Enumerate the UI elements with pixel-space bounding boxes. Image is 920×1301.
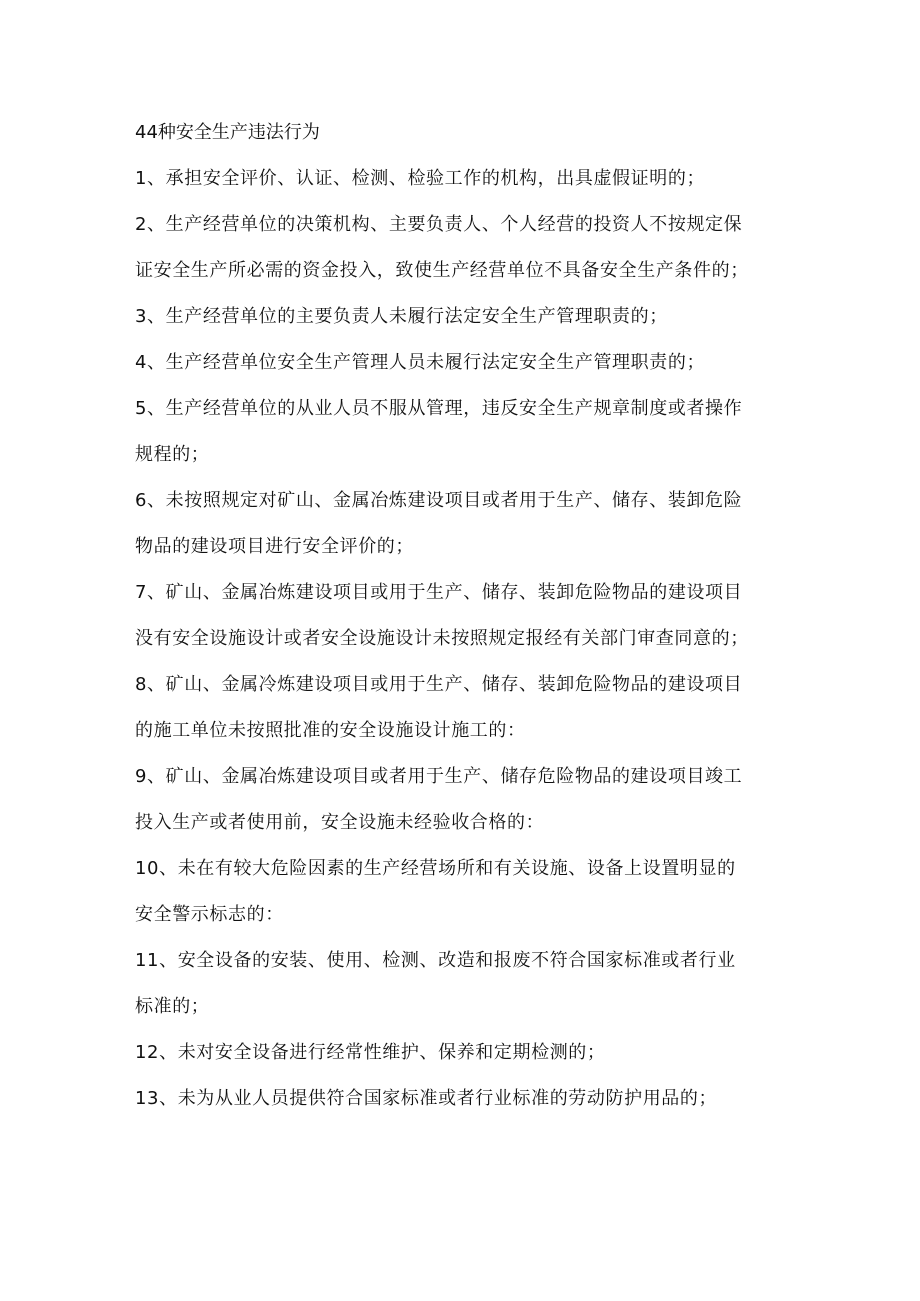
paragraph-line: 没有安全设施设计或者安全设施设计未按照规定报经有关部门审查同意的；	[135, 628, 749, 649]
paragraph-line: 2、生产经营单位的决策机构、主要负责人、个人经营的投资人不按规定保	[135, 214, 743, 235]
paragraph-line: 11、安全设备的安装、使用、检测、改造和报废不符合国家标准或者行业	[135, 950, 736, 971]
paragraph-line: 9、矿山、金属冶炼建设项目或者用于生产、储存危险物品的建设项目竣工	[135, 766, 743, 787]
paragraph-line: 7、矿山、金属冶炼建设项目或用于生产、储存、装卸危险物品的建设项目	[135, 582, 743, 603]
document-title: 44种安全生产违法行为	[135, 122, 320, 143]
paragraph-line: 13、未为从业人员提供符合国家标准或者行业标准的劳动防护用品的；	[135, 1088, 718, 1109]
paragraph-line: 投入生产或者使用前，安全设施未经验收合格的：	[135, 812, 545, 833]
paragraph-line: 的施工单位未按照批准的安全设施设计施工的：	[135, 720, 526, 741]
paragraph-line: 3、生产经营单位的主要负责人未履行法定安全生产管理职责的；	[135, 306, 668, 327]
paragraph-line: 12、未对安全设备进行经常性维护、保养和定期检测的；	[135, 1042, 606, 1063]
paragraph-line: 安全警示标志的：	[135, 904, 284, 925]
paragraph-line: 标准的；	[135, 996, 210, 1017]
paragraph-line: 5、生产经营单位的从业人员不服从管理，违反安全生产规章制度或者操作	[135, 398, 743, 419]
paragraph-line: 8、矿山、金属冷炼建设项目或用于生产、储存、装卸危险物品的建设项目	[135, 674, 743, 695]
paragraph-line: 6、未按照规定对矿山、金属冶炼建设项目或者用于生产、储存、装卸危险	[135, 490, 743, 511]
document-body	[135, 110, 787, 1122]
paragraph-line: 证安全生产所必需的资金投入，致使生产经营单位不具备安全生产条件的；	[135, 260, 749, 281]
paragraph-line: 物品的建设项目进行安全评价的；	[135, 536, 414, 557]
paragraph-line: 4、生产经营单位安全生产管理人员未履行法定安全生产管理职责的；	[135, 352, 706, 373]
paragraph-line: 规程的；	[135, 444, 210, 465]
paragraph-line: 10、未在有较大危险因素的生产经营场所和有关设施、设备上设置明显的	[135, 858, 736, 879]
paragraph-line: 1、承担安全评价、认证、检测、检验工作的机构，出具虚假证明的；	[135, 168, 706, 189]
